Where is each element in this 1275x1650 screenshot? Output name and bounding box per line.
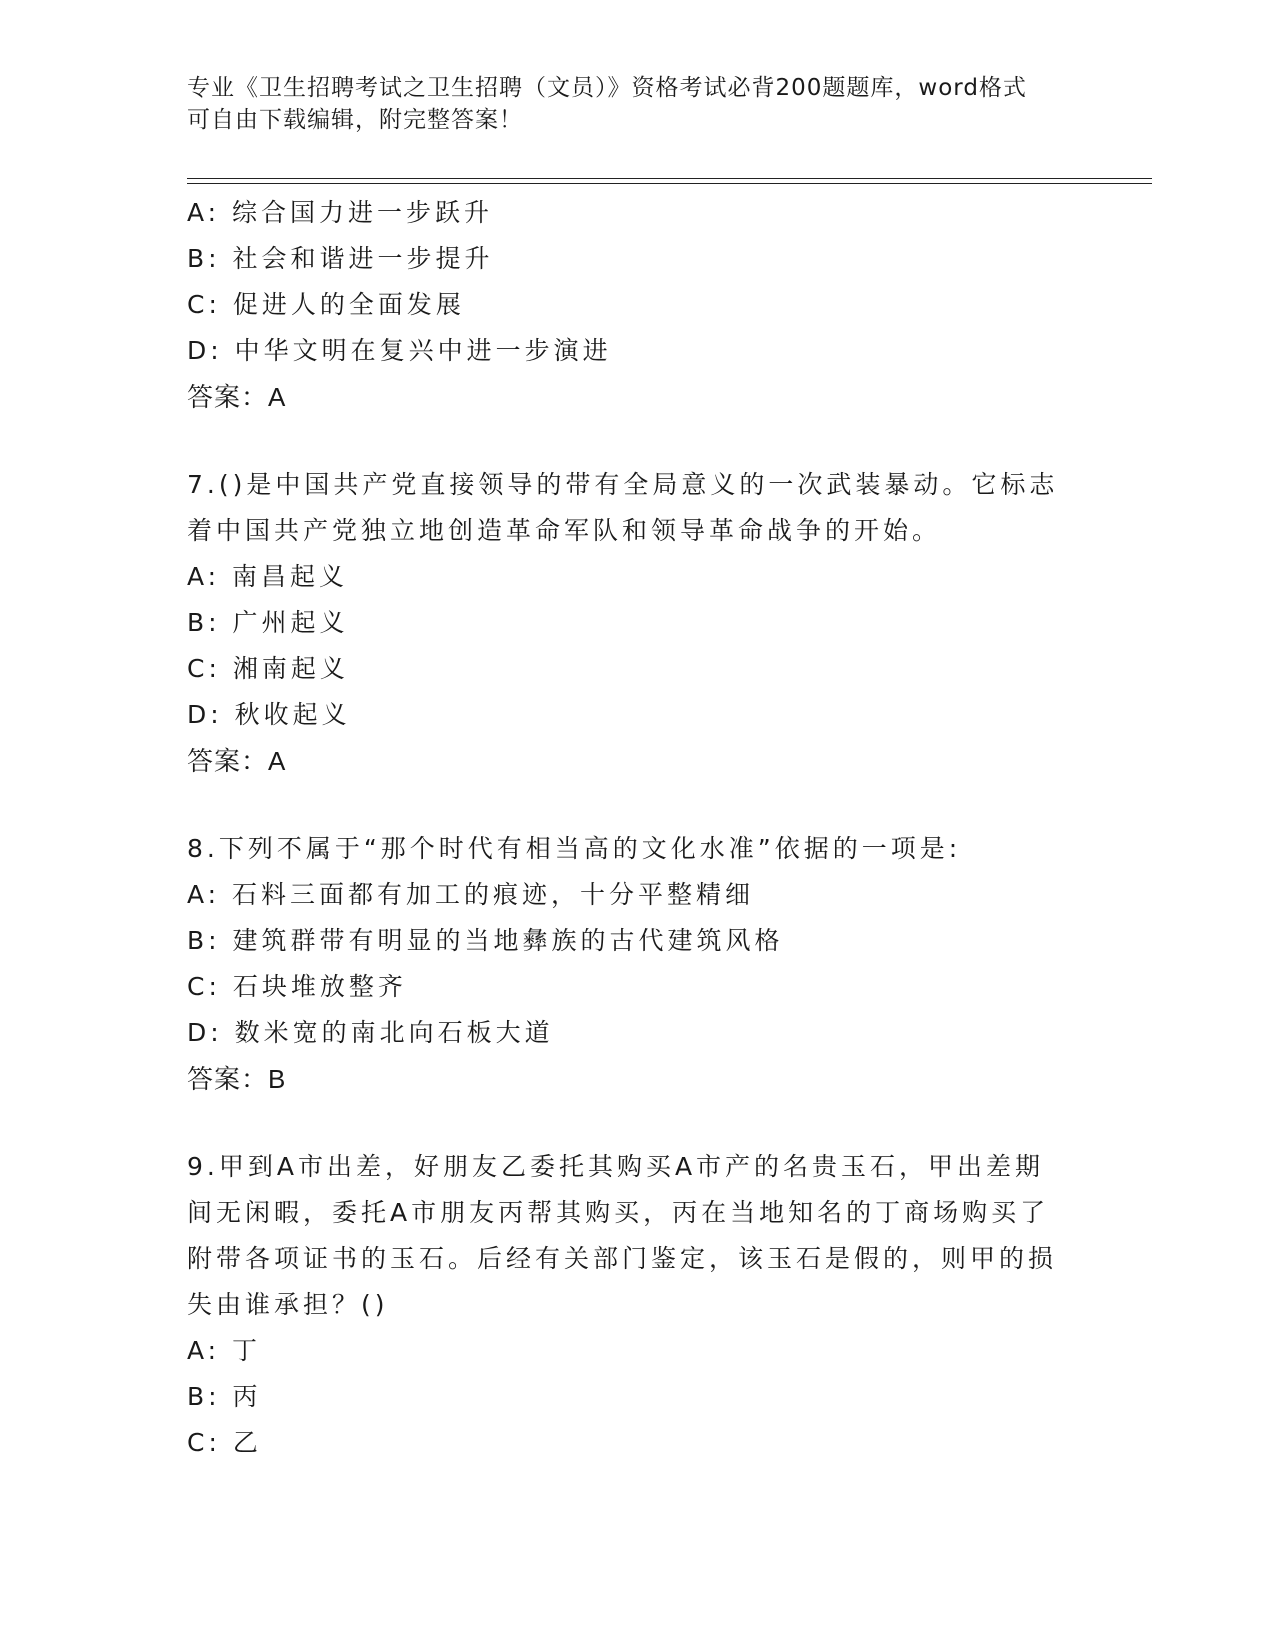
header-divider-bottom bbox=[187, 183, 1152, 184]
answer-line: 答案：B bbox=[187, 1064, 287, 1094]
question-stem-line: 失由谁承担？() bbox=[187, 1290, 389, 1319]
question-list bbox=[187, 190, 1087, 1466]
option-a: A: 丁 bbox=[187, 1336, 262, 1365]
header-title-line-1: 专业《卫生招聘考试之卫生招聘（文员）》资格考试必背200题题库，word格式 bbox=[187, 75, 1027, 101]
option-c: C: 石块堆放整齐 bbox=[187, 972, 407, 1001]
question-spacer bbox=[187, 420, 1087, 462]
question-stem-line: 9.甲到A市出差，好朋友乙委托其购买A市产的名贵玉石，甲出差期 bbox=[187, 1152, 1045, 1181]
option-b: B: 丙 bbox=[187, 1382, 262, 1411]
option-b: B: 社会和谐进一步提升 bbox=[187, 244, 494, 273]
question-stem-line: 附带各项证书的玉石。后经有关部门鉴定，该玉石是假的，则甲的损 bbox=[187, 1244, 1058, 1273]
header-title-line-2: 可自由下载编辑，附完整答案！ bbox=[187, 107, 523, 133]
question-stem-line: 着中国共产党独立地创造革命军队和领导革命战争的开始。 bbox=[187, 516, 942, 545]
question-stem-line: 间无闲暇，委托A市朋友丙帮其购买，丙在当地知名的丁商场购买了 bbox=[187, 1198, 1050, 1227]
question-spacer bbox=[187, 784, 1087, 826]
question-9 bbox=[187, 1144, 1087, 1466]
option-d: D: 数米宽的南北向石板大道 bbox=[187, 1018, 554, 1047]
option-c: C: 乙 bbox=[187, 1428, 262, 1457]
question-7 bbox=[187, 462, 1087, 784]
document-header bbox=[187, 72, 1067, 136]
answer-line: 答案：A bbox=[187, 382, 287, 412]
option-b: B: 广州起义 bbox=[187, 608, 349, 637]
question-stem-line: 7.()是中国共产党直接领导的带有全局意义的一次武装暴动。它标志 bbox=[187, 470, 1059, 499]
option-a: A: 石料三面都有加工的痕迹，十分平整精细 bbox=[187, 880, 755, 909]
option-a: A: 综合国力进一步跃升 bbox=[187, 198, 494, 227]
option-d: D: 秋收起义 bbox=[187, 700, 351, 729]
question-6 bbox=[187, 190, 1087, 420]
header-divider-top bbox=[187, 178, 1152, 179]
question-8 bbox=[187, 826, 1087, 1102]
option-b: B: 建筑群带有明显的当地彝族的古代建筑风格 bbox=[187, 926, 784, 955]
question-stem-line: 8.下列不属于“那个时代有相当高的文化水准”依据的一项是: bbox=[187, 834, 962, 863]
option-c: C: 促进人的全面发展 bbox=[187, 290, 465, 319]
answer-line: 答案：A bbox=[187, 746, 287, 776]
option-a: A: 南昌起义 bbox=[187, 562, 349, 591]
option-d: D: 中华文明在复兴中进一步演进 bbox=[187, 336, 612, 365]
option-c: C: 湘南起义 bbox=[187, 654, 349, 683]
question-spacer bbox=[187, 1102, 1087, 1144]
